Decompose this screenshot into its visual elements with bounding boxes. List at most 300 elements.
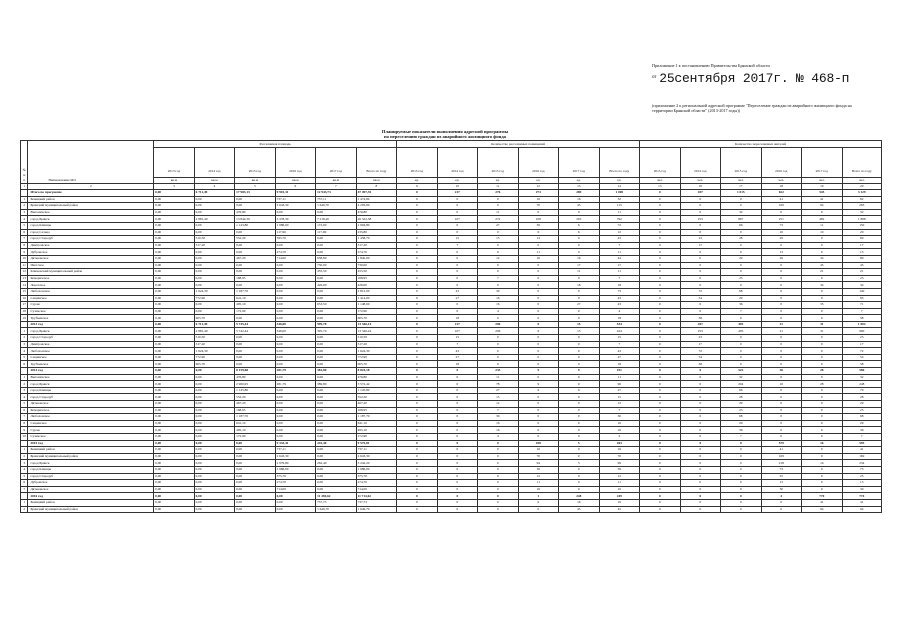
table-cell: 0	[721, 460, 761, 467]
table-cell: 0	[802, 447, 842, 454]
table-cell: 0	[559, 401, 599, 408]
table-cell: 0,00	[275, 262, 315, 269]
table-row	[21, 302, 882, 309]
table-cell: 2 881,40	[194, 216, 234, 223]
table-cell: 289	[559, 190, 599, 197]
table-cell: 1 474,84	[356, 196, 397, 203]
table-cell: 3 378,39	[275, 216, 315, 223]
table-row	[21, 486, 882, 493]
table-cell: 0	[680, 222, 720, 229]
municipality-name: Бежицкий район	[28, 447, 154, 454]
table-cell: 0	[397, 427, 437, 434]
table-cell: 317,20	[356, 242, 397, 249]
row-number: 17	[21, 302, 28, 309]
table-cell: 0	[397, 282, 437, 289]
table-cell: 0	[559, 348, 599, 355]
table-cell: 0,00	[235, 506, 275, 513]
table-cell: 0,00	[194, 433, 234, 440]
table-cell: 0	[397, 440, 437, 447]
table-cell: 0,00	[316, 433, 356, 440]
table-cell: 6	[518, 229, 558, 236]
table-cell: 0	[397, 348, 437, 355]
table-cell: 0,00	[194, 401, 234, 408]
unit-header: кв.м	[316, 178, 356, 184]
table-cell: 0	[761, 282, 801, 289]
table-cell: 0	[640, 275, 680, 282]
table-cell: 41	[761, 447, 801, 454]
table-cell: 457	[680, 190, 720, 197]
table-cell: 510,50	[194, 236, 234, 243]
table-subtotal-row	[21, 321, 882, 328]
table-cell: 605,70	[194, 315, 234, 322]
table-cell: 0,00	[154, 447, 194, 454]
table-cell: 273	[518, 190, 558, 197]
table-cell: 0	[397, 328, 437, 335]
table-cell: 43	[599, 295, 640, 302]
table-cell: 0	[680, 308, 720, 315]
table-cell: 0	[478, 196, 518, 203]
table-cell: 0	[680, 447, 720, 454]
year-header: 2015 год	[721, 148, 761, 178]
table-cell: 206	[478, 321, 518, 328]
table-cell: 1 986,00	[356, 466, 397, 473]
table-cell: 0	[397, 361, 437, 368]
table-cell: 0	[761, 335, 801, 342]
table-cell: 774	[842, 493, 882, 500]
table-subtotal-row	[21, 493, 882, 500]
municipality-name: Дятьковское	[28, 486, 154, 493]
municipality-name: город Стародуб	[28, 394, 154, 401]
table-cell: 0	[680, 282, 720, 289]
table-cell: 0	[397, 255, 437, 262]
table-cell: 346,00	[275, 328, 315, 335]
table-cell: 375,70	[275, 473, 315, 480]
table-cell: 35	[802, 302, 842, 309]
table-cell: 15	[437, 236, 477, 243]
municipality-name: Трубчевское	[28, 361, 154, 368]
table-cell: 0	[559, 374, 599, 381]
table-cell: 0	[559, 414, 599, 421]
column-number: 6	[275, 184, 315, 190]
municipality-name: Любохонское	[28, 288, 154, 295]
table-cell: 0	[802, 341, 842, 348]
table-cell: 1 187,70	[235, 288, 275, 295]
table-cell: 0,00	[235, 262, 275, 269]
table-row	[21, 354, 882, 361]
table-cell: 0,00	[194, 249, 234, 256]
table-cell: 0,00	[154, 335, 194, 342]
table-cell: 7	[599, 407, 640, 414]
municipality-name: город Брянск	[28, 460, 154, 467]
table-cell: 0	[640, 466, 680, 473]
table-cell: 0	[640, 249, 680, 256]
table-cell: 0	[478, 262, 518, 269]
municipality-name: Сещинское	[28, 295, 154, 302]
table-cell: 206	[478, 328, 518, 335]
table-cell: 0	[397, 196, 437, 203]
table-cell: 54	[680, 354, 720, 361]
table-cell: 70	[518, 203, 558, 210]
table-cell: 0	[397, 460, 437, 467]
municipality-name: город Стародуб	[28, 335, 154, 342]
municipality-name: Ивотское	[28, 262, 154, 269]
table-cell: 0	[559, 466, 599, 473]
table-row	[21, 288, 882, 295]
table-cell: 172,90	[235, 433, 275, 440]
table-cell: 0	[680, 414, 720, 421]
table-cell: 23	[680, 335, 720, 342]
row-number	[21, 440, 28, 447]
table-cell: 7	[842, 308, 882, 315]
table-cell: 730,00	[356, 262, 397, 269]
table-cell: 43	[599, 302, 640, 309]
table-cell: 0	[680, 196, 720, 203]
table-cell: 0,00	[154, 420, 194, 427]
table-cell: 0	[640, 341, 680, 348]
unit-header: кв.м	[275, 178, 315, 184]
table-cell: 467,20	[235, 255, 275, 262]
table-cell: 0	[640, 506, 680, 513]
table-cell: 317,20	[194, 242, 234, 249]
table-cell: 0	[761, 302, 801, 309]
table-cell: 0,00	[316, 288, 356, 295]
table-cell: 0	[721, 447, 761, 454]
table-cell: 0	[397, 401, 437, 408]
table-cell: 26	[761, 255, 801, 262]
table-cell: 18	[437, 361, 477, 368]
table-cell: 0	[437, 420, 477, 427]
table-cell: 0,00	[194, 473, 234, 480]
table-row	[21, 433, 882, 440]
row-number: 2	[21, 381, 28, 388]
table-cell: 16	[518, 486, 558, 493]
table-cell: 0,00	[154, 453, 194, 460]
table-cell: 7 218,20	[316, 216, 356, 223]
table-row	[21, 447, 882, 454]
table-cell: 0	[518, 275, 558, 282]
table-cell: 0	[802, 275, 842, 282]
table-cell: 45	[802, 262, 842, 269]
table-cell: 0	[802, 433, 842, 440]
table-cell: 522	[721, 368, 761, 375]
table-cell: 0	[721, 348, 761, 355]
table-cell: 0,00	[275, 269, 315, 276]
table-cell: 0,00	[154, 368, 194, 375]
table-cell: 0,00	[154, 480, 194, 487]
table-cell: 0,00	[275, 308, 315, 315]
table-cell: 10	[761, 229, 801, 236]
table-cell: 0,00	[316, 387, 356, 394]
table-cell: 0	[761, 394, 801, 401]
table-cell: 0	[437, 460, 477, 467]
table-cell: 0	[640, 414, 680, 421]
table-cell: 605,70	[356, 315, 397, 322]
table-cell: 0,00	[275, 288, 315, 295]
table-cell: 0	[640, 374, 680, 381]
table-cell: 68	[842, 414, 882, 421]
table-cell: 476,80	[235, 209, 275, 216]
table-cell: 150	[842, 222, 882, 229]
table-cell: 262,40	[316, 460, 356, 467]
table-row	[21, 242, 882, 249]
table-cell: 70	[842, 387, 882, 394]
table-cell: 0	[559, 420, 599, 427]
table-cell: 586	[842, 368, 882, 375]
municipality-name: Суземское	[28, 433, 154, 440]
table-cell: 12	[478, 255, 518, 262]
table-cell: 0	[802, 466, 842, 473]
table-cell: 0,00	[316, 420, 356, 427]
table-subtotal-row	[21, 368, 882, 375]
year-header: 2017 год	[316, 148, 356, 178]
row-number: 5	[21, 401, 28, 408]
table-cell: 457	[680, 321, 720, 328]
municipality-name: город Клинцы	[28, 222, 154, 229]
table-cell: 0,00	[194, 440, 234, 447]
table-cell: 0	[518, 348, 558, 355]
table-cell: 82	[842, 196, 882, 203]
table-cell: 0	[437, 255, 477, 262]
table-cell: 41	[842, 447, 882, 454]
row-number: 6	[21, 480, 28, 487]
table-cell: 18	[599, 315, 640, 322]
table-cell: 0	[802, 209, 842, 216]
table-cell: 317,20	[194, 341, 234, 348]
table-row	[21, 394, 882, 401]
municipality-name: 2014 год	[28, 368, 154, 375]
municipality-name: Брянский муниципальный район	[28, 506, 154, 513]
table-cell: 0	[397, 368, 437, 375]
column-number: 10	[437, 184, 477, 190]
table-cell: 0,00	[275, 433, 315, 440]
table-cell: 0	[397, 499, 437, 506]
table-cell: 0,00	[154, 295, 194, 302]
table-cell: 0	[802, 288, 842, 295]
table-cell: 395,70	[275, 236, 315, 243]
table-cell: 7	[437, 341, 477, 348]
table-cell: 0	[680, 269, 720, 276]
table-cell: 0,00	[235, 447, 275, 454]
table-cell: 0	[397, 190, 437, 197]
table-cell: 0	[397, 262, 437, 269]
table-cell: 426,00	[316, 282, 356, 289]
table-cell: 737,73	[316, 499, 356, 506]
table-cell: 0,00	[154, 190, 194, 197]
year-header: 2014 год	[194, 148, 234, 178]
table-cell: 0	[397, 341, 437, 348]
resolution-date	[652, 71, 849, 86]
table-cell: 16	[559, 196, 599, 203]
table-cell: 495,10	[235, 427, 275, 434]
table-cell: 41	[761, 196, 801, 203]
table-cell: 0	[640, 222, 680, 229]
table-cell: 0	[437, 493, 477, 500]
table-cell: 168,95	[356, 407, 397, 414]
table-cell: 248	[559, 493, 599, 500]
table-row	[21, 499, 882, 506]
table-cell: 467,20	[356, 401, 397, 408]
table-cell: 0	[640, 499, 680, 506]
municipality-name: Выгоничское	[28, 374, 154, 381]
table-cell: 0	[640, 282, 680, 289]
table-cell: 737,11	[275, 196, 315, 203]
table-cell: 0	[721, 354, 761, 361]
table-cell: 0,00	[154, 321, 194, 328]
table-cell: 0	[640, 480, 680, 487]
table-cell: 638,80	[316, 255, 356, 262]
table-cell: 23	[842, 275, 882, 282]
table-cell: 0	[437, 262, 477, 269]
group-area: Расселяемая площадь	[154, 141, 397, 148]
table-cell: 36	[842, 427, 882, 434]
table-cell: 251	[599, 368, 640, 375]
table-cell: 0	[640, 361, 680, 368]
table-cell: 0	[478, 440, 518, 447]
table-cell: 0,00	[235, 466, 275, 473]
table-cell: 0,00	[275, 427, 315, 434]
table-cell: 0	[802, 387, 842, 394]
table-cell: 32	[842, 209, 882, 216]
table-cell: 0,00	[194, 222, 234, 229]
table-cell: 0	[437, 506, 477, 513]
table-cell: 0	[761, 209, 801, 216]
table-cell: 29	[721, 420, 761, 427]
table-cell: 26 322,38	[356, 216, 397, 223]
table-cell: 476,80	[356, 374, 397, 381]
year-header: 2017 год	[802, 148, 842, 178]
table-cell: 23	[842, 335, 882, 342]
table-cell: 11	[802, 222, 842, 229]
table-cell: 9 575,81	[356, 440, 397, 447]
table-row	[21, 315, 882, 322]
table-cell: 0,00	[275, 374, 315, 381]
table-row	[21, 480, 882, 487]
table-row	[21, 229, 882, 236]
unit-header: ед.	[437, 178, 477, 184]
table-cell: 107	[437, 216, 477, 223]
table-cell: 13	[842, 249, 882, 256]
table-cell: 0	[640, 427, 680, 434]
table-cell: 0,00	[154, 269, 194, 276]
table-cell: 32	[599, 196, 640, 203]
table-cell: 0	[721, 493, 761, 500]
table-cell: 0	[802, 480, 842, 487]
municipality-name: Сещинское	[28, 354, 154, 361]
table-cell: 43	[437, 288, 477, 295]
row-number: 4	[21, 348, 28, 355]
table-cell: 0,00	[194, 387, 234, 394]
table-cell: 0,00	[194, 255, 234, 262]
table-cell: 792	[599, 216, 640, 223]
table-cell: 476,80	[235, 374, 275, 381]
year-header: 2015 год	[478, 148, 518, 178]
table-cell: 0,00	[194, 407, 234, 414]
table-cell: 0	[559, 315, 599, 322]
table-cell: 0,00	[154, 315, 194, 322]
municipality-name: Итого по программе	[28, 190, 154, 197]
table-cell: 0,00	[316, 466, 356, 473]
table-cell: 7	[599, 341, 640, 348]
table-cell: 15	[478, 236, 518, 243]
column-number: 11	[478, 184, 518, 190]
table-cell: 16	[599, 486, 640, 493]
table-row	[21, 335, 882, 342]
table-cell: 0	[518, 401, 558, 408]
table-cell: 0	[721, 486, 761, 493]
table-cell: 0	[680, 480, 720, 487]
table-cell: 0	[518, 354, 558, 361]
table-cell: 0	[478, 249, 518, 256]
municipality-name: город Клинцы	[28, 466, 154, 473]
table-cell: 23	[721, 275, 761, 282]
table-cell: 32	[842, 374, 882, 381]
table-cell: 455,50	[356, 269, 397, 276]
table-cell: 317,20	[356, 341, 397, 348]
table-cell: 0,00	[194, 427, 234, 434]
table-cell: 0	[802, 486, 842, 493]
table-cell: 0	[559, 361, 599, 368]
table-cell: 0	[518, 407, 558, 414]
table-cell: 9	[518, 381, 558, 388]
table-cell: 0	[802, 249, 842, 256]
table-cell: 495,10	[235, 302, 275, 309]
column-number: 4	[194, 184, 234, 190]
table-cell: 72	[680, 348, 720, 355]
table-cell: 54	[842, 354, 882, 361]
table-cell: 0	[680, 433, 720, 440]
table-cell: 0	[397, 288, 437, 295]
table-cell: 0	[437, 209, 477, 216]
row-number: 1	[21, 374, 28, 381]
table-cell: 0,00	[316, 236, 356, 243]
table-cell: 0	[397, 480, 437, 487]
table-cell: 0	[680, 262, 720, 269]
table-cell: 0,00	[194, 203, 234, 210]
table-row	[21, 282, 882, 289]
table-cell: 5 745,44	[235, 321, 275, 328]
table-row	[21, 401, 882, 408]
table-cell: 4 293,00	[356, 203, 397, 210]
table-cell: 0,00	[194, 282, 234, 289]
table-cell: 172,00	[316, 222, 356, 229]
table-cell: 495,10	[356, 427, 397, 434]
table-cell: 0,00	[154, 414, 194, 421]
table-cell: 0	[640, 288, 680, 295]
column-number: 17	[721, 184, 761, 190]
table-cell: 29	[721, 295, 761, 302]
table-cell: 0,00	[154, 229, 194, 236]
table-cell: 0,00	[194, 302, 234, 309]
row-number: 9	[21, 427, 28, 434]
table-cell: 0	[721, 440, 761, 447]
table-cell: 552,20	[235, 394, 275, 401]
table-cell: 16	[802, 460, 842, 467]
table-cell: 0	[640, 348, 680, 355]
table-cell: 0	[640, 493, 680, 500]
table-cell: 94	[802, 506, 842, 513]
table-cell: 18	[559, 282, 599, 289]
unit-header: чел.	[721, 178, 761, 184]
table-cell: 11	[518, 249, 558, 256]
group-residents: Количество переселяемых жителей	[640, 141, 882, 148]
table-cell: 0	[761, 295, 801, 302]
table-row	[21, 222, 882, 229]
unit-header: чел.	[761, 178, 801, 184]
table-cell: 66	[721, 222, 761, 229]
table-cell: 0,00	[235, 480, 275, 487]
municipality-name: Дмитровское	[28, 242, 154, 249]
table-cell: 0	[559, 209, 599, 216]
